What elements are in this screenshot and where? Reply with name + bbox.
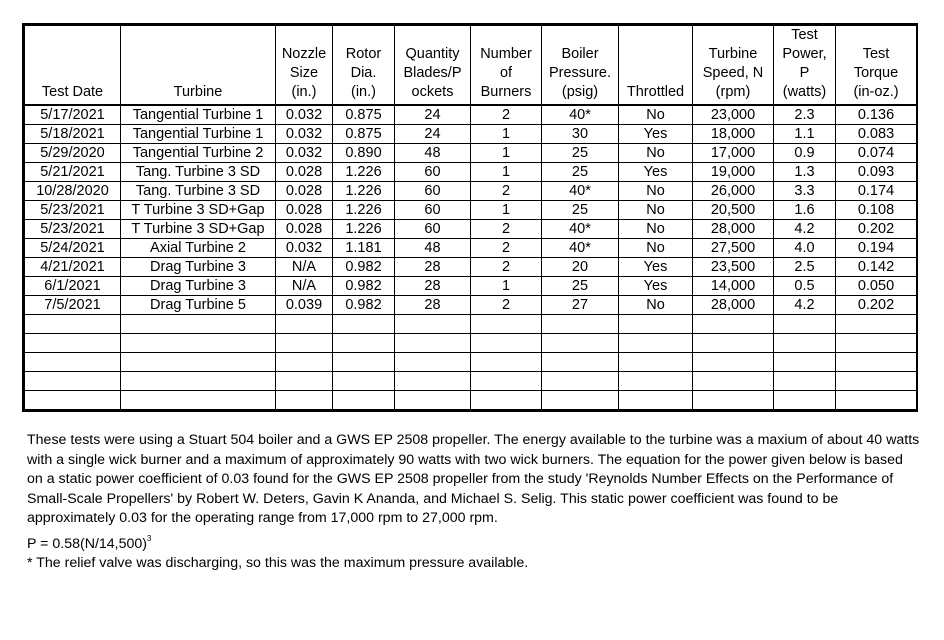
table-cell: 27,500 — [693, 239, 774, 258]
column-header — [836, 26, 917, 106]
empty-cell — [395, 315, 471, 334]
table-cell: 0.875 — [333, 125, 395, 144]
column-header-line: (in-oz.) — [853, 84, 899, 100]
empty-cell — [121, 391, 276, 410]
table-cell: 19,000 — [693, 163, 774, 182]
empty-cell — [836, 372, 917, 391]
table-cell: 5/17/2021 — [25, 105, 121, 125]
empty-table-row — [25, 391, 917, 410]
empty-cell — [333, 315, 395, 334]
empty-cell — [333, 391, 395, 410]
table-cell: 0.074 — [836, 144, 917, 163]
table-cell: 0.028 — [276, 201, 333, 220]
table-header-row — [25, 26, 917, 106]
table-cell: 0.050 — [836, 277, 917, 296]
table-body — [25, 105, 917, 410]
table-cell: 20 — [542, 258, 619, 277]
table-cell: 0.982 — [333, 296, 395, 315]
table-cell: 4.2 — [774, 296, 836, 315]
table-cell: 2.5 — [774, 258, 836, 277]
table-row — [25, 296, 917, 315]
column-header-line: Burners — [480, 84, 532, 100]
power-equation — [27, 529, 922, 555]
table-row — [25, 201, 917, 220]
table-cell: 20,500 — [693, 201, 774, 220]
empty-cell — [693, 353, 774, 372]
column-header — [471, 26, 542, 106]
table-row — [25, 239, 917, 258]
table-cell: 28 — [395, 277, 471, 296]
column-header-line: Boiler — [561, 46, 599, 62]
table-cell: 5/23/2021 — [25, 201, 121, 220]
table-cell: 4/21/2021 — [25, 258, 121, 277]
column-header — [121, 26, 276, 106]
table-cell: 25 — [542, 201, 619, 220]
table-cell: 40* — [542, 182, 619, 201]
column-header-line: of — [499, 65, 513, 81]
table-cell: 0.875 — [333, 105, 395, 125]
empty-table-row — [25, 334, 917, 353]
table-cell: 17,000 — [693, 144, 774, 163]
table-cell: 28,000 — [693, 296, 774, 315]
table-cell: N/A — [276, 277, 333, 296]
empty-cell — [25, 353, 121, 372]
table-cell: 5/18/2021 — [25, 125, 121, 144]
table-cell: No — [619, 144, 693, 163]
table-cell: Yes — [619, 258, 693, 277]
column-header — [25, 26, 121, 106]
empty-cell — [276, 372, 333, 391]
table-cell: 0.108 — [836, 201, 917, 220]
table-cell: 0.028 — [276, 182, 333, 201]
table-cell: 1 — [471, 125, 542, 144]
column-header-line: ockets — [411, 84, 454, 100]
empty-cell — [121, 353, 276, 372]
table-cell: 0.982 — [333, 258, 395, 277]
empty-cell — [619, 353, 693, 372]
empty-cell — [25, 372, 121, 391]
table-cell: 5/29/2020 — [25, 144, 121, 163]
footnote: * The relief valve was discharging, so this was the maximum pressure available. — [27, 555, 529, 571]
empty-cell — [774, 391, 836, 410]
table-cell: 27 — [542, 296, 619, 315]
empty-cell — [121, 315, 276, 334]
column-header-line: Nozzle — [281, 46, 327, 62]
table-row — [25, 220, 917, 239]
empty-cell — [542, 372, 619, 391]
table-cell: 6/1/2021 — [25, 277, 121, 296]
table-cell: 0.194 — [836, 239, 917, 258]
table-cell: 0.083 — [836, 125, 917, 144]
column-header — [619, 26, 693, 106]
empty-cell — [121, 334, 276, 353]
table-cell: 2 — [471, 239, 542, 258]
column-header-line: P — [799, 65, 810, 81]
table-cell: N/A — [276, 258, 333, 277]
table-cell: 3.3 — [774, 182, 836, 201]
empty-cell — [836, 353, 917, 372]
empty-cell — [836, 334, 917, 353]
table-cell: 0.093 — [836, 163, 917, 182]
column-header-line: Dia. — [350, 65, 377, 81]
table-cell: 40* — [542, 220, 619, 239]
empty-cell — [25, 391, 121, 410]
empty-cell — [276, 353, 333, 372]
empty-cell — [333, 372, 395, 391]
column-header-line: Test Date — [41, 84, 104, 100]
empty-cell — [693, 315, 774, 334]
table-cell: 2 — [471, 105, 542, 125]
table-cell: 23,500 — [693, 258, 774, 277]
table-row — [25, 258, 917, 277]
table-cell: 0.9 — [774, 144, 836, 163]
table-cell: 4.0 — [774, 239, 836, 258]
table-cell: 24 — [395, 125, 471, 144]
empty-cell — [619, 315, 693, 334]
table-cell: Tang. Turbine 3 SD — [121, 182, 276, 201]
table-cell: 0.136 — [836, 105, 917, 125]
empty-cell — [774, 334, 836, 353]
column-header-line: (watts) — [782, 84, 827, 100]
column-header-line: Turbine — [708, 46, 758, 62]
table-cell: 0.039 — [276, 296, 333, 315]
table-cell: 28,000 — [693, 220, 774, 239]
empty-cell — [471, 334, 542, 353]
table-cell: Tang. Turbine 3 SD — [121, 163, 276, 182]
empty-cell — [774, 315, 836, 334]
column-header-line: Power, — [782, 46, 827, 62]
table-cell: 1 — [471, 163, 542, 182]
empty-cell — [774, 372, 836, 391]
column-header-line: Test — [862, 46, 890, 62]
table-cell: 0.202 — [836, 220, 917, 239]
table-cell: 0.032 — [276, 144, 333, 163]
table-cell: 40* — [542, 239, 619, 258]
table-cell: 1 — [471, 144, 542, 163]
empty-cell — [619, 372, 693, 391]
column-header-line: (psig) — [561, 84, 599, 100]
table-cell: 0.032 — [276, 125, 333, 144]
table-cell: 4.2 — [774, 220, 836, 239]
table-cell: 60 — [395, 163, 471, 182]
table-cell: 5/23/2021 — [25, 220, 121, 239]
table-cell: 2 — [471, 220, 542, 239]
table-cell: Tangential Turbine 1 — [121, 125, 276, 144]
table-cell: Tangential Turbine 2 — [121, 144, 276, 163]
table-cell: No — [619, 201, 693, 220]
table-cell: 1.226 — [333, 220, 395, 239]
table-cell: 10/28/2020 — [25, 182, 121, 201]
column-header-line: Rotor — [345, 46, 382, 62]
empty-cell — [542, 353, 619, 372]
table-cell: T Turbine 3 SD+Gap — [121, 220, 276, 239]
empty-cell — [276, 334, 333, 353]
table-cell: 0.202 — [836, 296, 917, 315]
table-cell: 24 — [395, 105, 471, 125]
table-cell: 25 — [542, 144, 619, 163]
table-cell: 0.982 — [333, 277, 395, 296]
table-cell: Tangential Turbine 1 — [121, 105, 276, 125]
column-header — [774, 26, 836, 106]
table-cell: 60 — [395, 182, 471, 201]
empty-cell — [395, 391, 471, 410]
table-row — [25, 163, 917, 182]
notes-paragraph: These tests were using a Stuart 504 boiler and a GWS EP 2508 propeller. The energy available to the turbine was a maxium of about 40 watts with a single wick burner and a maximum of approximately 90 watts with two wick burners. The equation for the power given below is based on a static power coefficient of 0.03 found for the GWS EP 2508 propeller from the study 'Reynolds Number Effects on the Performance of Small-Scale Propellers' by Robert W. Deters, Gavin K Ananda, and Michael S. Selig. This static power coefficient was found to be approximately 0.03 for the operating range from 17,000 rpm to 27,000 rpm. — [27, 432, 920, 526]
column-header-line: (in.) — [351, 84, 376, 100]
table-cell: 7/5/2021 — [25, 296, 121, 315]
empty-cell — [619, 391, 693, 410]
empty-cell — [395, 334, 471, 353]
empty-cell — [471, 353, 542, 372]
table-cell: 28 — [395, 296, 471, 315]
empty-cell — [836, 391, 917, 410]
table-cell: Yes — [619, 125, 693, 144]
column-header — [395, 26, 471, 106]
table-row — [25, 277, 917, 296]
table-cell: 1 — [471, 201, 542, 220]
column-header-line: Number — [480, 46, 532, 62]
table-cell: 30 — [542, 125, 619, 144]
table-cell: 2 — [471, 296, 542, 315]
column-header-line: (in.) — [291, 84, 317, 100]
table-row — [25, 182, 917, 201]
table-cell: 14,000 — [693, 277, 774, 296]
table-cell: Drag Turbine 5 — [121, 296, 276, 315]
equation-exponent: 3 — [147, 533, 152, 543]
table-cell: 28 — [395, 258, 471, 277]
table-cell: 40* — [542, 105, 619, 125]
column-header-line: Throttled — [626, 84, 685, 100]
empty-cell — [25, 334, 121, 353]
column-header — [333, 26, 395, 106]
equation-base: P = 0.58(N/14,500) — [27, 535, 148, 552]
table-cell: 0.890 — [333, 144, 395, 163]
table-cell: 1 — [471, 277, 542, 296]
table-cell: 1.226 — [333, 163, 395, 182]
empty-cell — [836, 315, 917, 334]
empty-cell — [471, 315, 542, 334]
table-cell: 25 — [542, 277, 619, 296]
table-cell: Drag Turbine 3 — [121, 277, 276, 296]
table-cell: No — [619, 105, 693, 125]
table-cell: 1.181 — [333, 239, 395, 258]
empty-cell — [471, 391, 542, 410]
table-row — [25, 125, 917, 144]
table-cell: 48 — [395, 239, 471, 258]
empty-cell — [121, 372, 276, 391]
table-cell: 0.142 — [836, 258, 917, 277]
table-row — [25, 105, 917, 125]
column-header-line: Turbine — [173, 84, 223, 100]
empty-cell — [395, 353, 471, 372]
table-cell: 48 — [395, 144, 471, 163]
table-cell: No — [619, 182, 693, 201]
data-table-frame — [22, 23, 918, 412]
empty-cell — [333, 353, 395, 372]
column-header — [693, 26, 774, 106]
empty-cell — [693, 334, 774, 353]
table-cell: 1.1 — [774, 125, 836, 144]
table-cell: Axial Turbine 2 — [121, 239, 276, 258]
empty-cell — [619, 334, 693, 353]
table-cell: 0.032 — [276, 239, 333, 258]
column-header-line: Speed, N — [702, 65, 764, 81]
column-header-line: Size — [289, 65, 319, 81]
table-cell: 26,000 — [693, 182, 774, 201]
table-cell: 2 — [471, 258, 542, 277]
table-cell: 0.028 — [276, 220, 333, 239]
table-cell: 23,000 — [693, 105, 774, 125]
table-cell: 1.3 — [774, 163, 836, 182]
table-cell: No — [619, 296, 693, 315]
empty-cell — [542, 315, 619, 334]
empty-cell — [276, 391, 333, 410]
column-header — [542, 26, 619, 106]
table-cell: 60 — [395, 220, 471, 239]
empty-cell — [395, 372, 471, 391]
table-cell: 2.3 — [774, 105, 836, 125]
table-cell: Yes — [619, 277, 693, 296]
column-header-line: Blades/P — [403, 65, 462, 81]
empty-cell — [693, 372, 774, 391]
table-cell: 0.5 — [774, 277, 836, 296]
turbine-test-table — [24, 25, 917, 410]
empty-cell — [471, 372, 542, 391]
table-cell: Yes — [619, 163, 693, 182]
column-header-line: Pressure. — [548, 65, 612, 81]
empty-cell — [542, 334, 619, 353]
table-cell: 25 — [542, 163, 619, 182]
table-cell: 5/24/2021 — [25, 239, 121, 258]
table-cell: T Turbine 3 SD+Gap — [121, 201, 276, 220]
empty-table-row — [25, 353, 917, 372]
notes-section — [27, 431, 922, 574]
table-cell: 1.226 — [333, 201, 395, 220]
empty-cell — [774, 353, 836, 372]
column-header-line: (rpm) — [715, 84, 751, 100]
empty-cell — [276, 315, 333, 334]
column-header-line: Quantity — [405, 46, 460, 62]
empty-cell — [25, 315, 121, 334]
empty-cell — [693, 391, 774, 410]
column-header-line: Test — [791, 27, 818, 43]
table-cell: 1.226 — [333, 182, 395, 201]
table-row — [25, 144, 917, 163]
table-cell: No — [619, 220, 693, 239]
empty-cell — [333, 334, 395, 353]
column-header-line: Torque — [853, 65, 899, 81]
table-cell: 1.6 — [774, 201, 836, 220]
column-header — [276, 26, 333, 106]
table-cell: 0.032 — [276, 105, 333, 125]
table-cell: 2 — [471, 182, 542, 201]
table-cell: 5/21/2021 — [25, 163, 121, 182]
table-cell: No — [619, 239, 693, 258]
empty-table-row — [25, 372, 917, 391]
empty-cell — [542, 391, 619, 410]
table-cell: 60 — [395, 201, 471, 220]
empty-table-row — [25, 315, 917, 334]
table-cell: Drag Turbine 3 — [121, 258, 276, 277]
table-cell: 18,000 — [693, 125, 774, 144]
table-cell: 0.028 — [276, 163, 333, 182]
table-cell: 0.174 — [836, 182, 917, 201]
